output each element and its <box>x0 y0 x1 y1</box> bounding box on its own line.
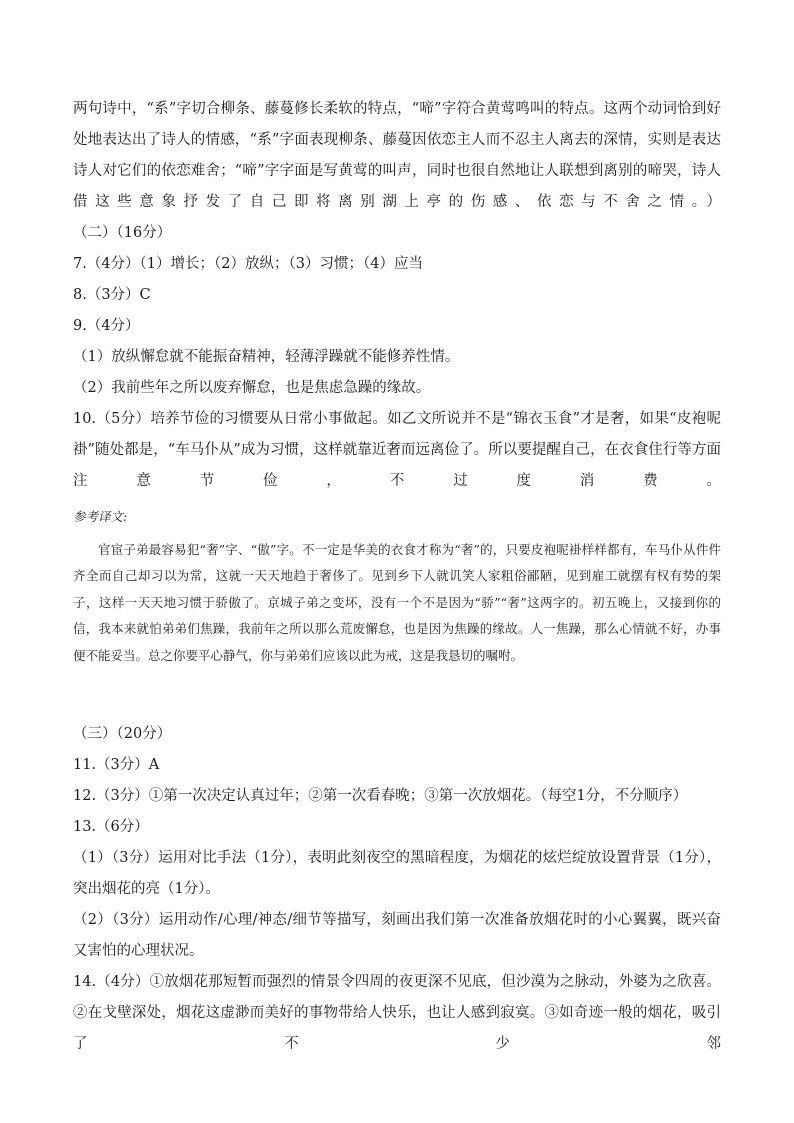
section-3-heading: （三）（20分） <box>73 726 172 742</box>
poem-analysis-paragraph: 两句诗中，“系”字切合柳条、藤蔓修长柔软的特点，“啼”字符合黄莺鸣叫的特点。这两个动词恰到好处地表达出了诗人的情感，“系”字面表现柳条、藤蔓因依恋主人而不忍主人离去的深情，实则是表达诗人对它们的依恋难舍；“啼”字字面是写黄莺的叫声，同时也很自然地让人联想到离别的啼哭，诗人借这些意象抒发了自己即将离别湖上亭的伤感、依恋与不舍之情。） <box>73 101 721 210</box>
section-2-heading: （二）（16分） <box>73 225 172 241</box>
translation-heading: 参考译文: <box>73 509 128 524</box>
answer-13-part-1: （1）（3分）运用对比手法（1分），表明此刻夜空的黑暗程度，为烟花的炫烂绽放设置背景（1分），突出烟花的亮（1分）。 <box>73 850 721 897</box>
answer-11: 11.（3分）A <box>73 757 160 773</box>
answer-12: 12.（3分）①第一次决定认真过年；②第一次看春晚；③第一次放烟花。（每空1分，不分顺序） <box>73 788 688 804</box>
reference-translation <box>73 504 721 669</box>
answer-13-part-2: （2）（3分）运用动作/心理/神态/细节等描写，刻画出我们第一次准备放烟花时的小心翼翼，既兴奋又害怕的心理状况。 <box>73 912 721 959</box>
translation-body: 官宦子弟最容易犯“奢”字、“傲”字。不一定是华美的衣食才称为“奢”的，只要皮袍呢褂样样都有，车马仆从件件齐全而自己却习以为常，这就一天天地趋于奢侈了。见到乡下人就讥笑人家粗俗鄙陋，见到雇工就摆有权有势的架子，这样一天天地习惯于骄傲了。京城子弟之变坏，没有一个不是因为“骄”“奢”这两字的。初五晚上，又接到你的信，我本来就怕弟弟们焦躁，我前年之所以那么荒废懈怠，也是因为焦躁的缘故。人一焦躁，那么心情就不好，办事便不能妥当。总之你要平心静气，你与弟弟们应该以此为戒，这是我恳切的嘱咐。 <box>73 541 721 663</box>
answer-7: 7.（4分）（1）增长；（2）放纵；（3）习惯；（4）应当 <box>73 256 423 272</box>
answer-section-upper <box>73 94 721 497</box>
answer-10: 10.（5分）培养节俭的习惯要从日常小事做起。如乙文所说并不是“锦衣玉食”才是奢，如果“皮袍呢褂”随处都是，“车马仆从”成为习惯，这样就靠近奢而远离俭了。所以要提醒自己，在衣食住行等方面注意节俭，不过度消费。 <box>73 411 721 489</box>
answer-section-lower <box>73 719 721 1060</box>
answer-8: 8.（3分）C <box>73 287 151 303</box>
answer-9-part-1: （1）放纵懈怠就不能振奋精神，轻薄浮躁就不能修养性情。 <box>73 349 460 365</box>
answer-9: 9.（4分） <box>73 318 140 334</box>
answer-14: 14.（4分）①放烟花那短暂而强烈的情景令四周的夜更深不见底，但沙漠为之脉动，外婆为之欣喜。②在戈壁深处，烟花这虚渺而美好的事物带给人快乐，也让人感到寂寞。③如奇迹一般的烟花，吸引了不少邻 <box>73 974 721 1052</box>
answer-9-part-2: （2）我前些年之所以废弃懈怠，也是焦虑急躁的缘故。 <box>73 380 431 396</box>
answer-13: 13.（6分） <box>73 819 149 835</box>
